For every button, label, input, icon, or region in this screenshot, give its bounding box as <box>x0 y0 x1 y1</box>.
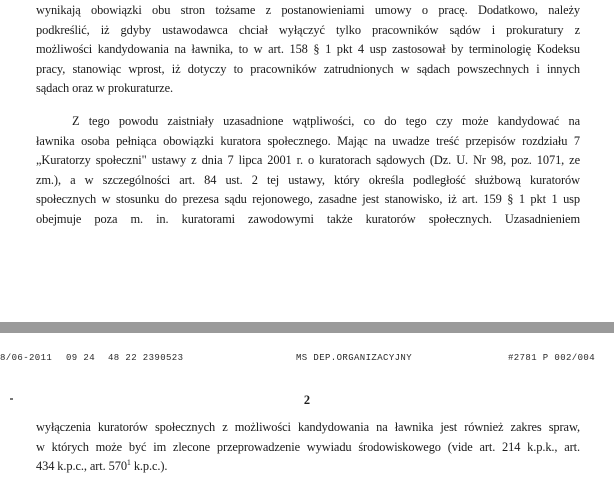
page-break-band <box>0 322 614 333</box>
text-line: pracy, stanowiąc wprost, iż dotyczy to pracowników zatrudnionych w sądach powszechnych i innych <box>36 61 580 76</box>
text-line: ławnika osoba pełniąca obowiązki kuratora społecznego. Mając na uwadze treść przepisów rozdziału 7 <box>36 133 580 148</box>
text-line: „Kuratorzy społeczni" ustawy z dnia 7 lipca 2001 r. o kuratorach sądowych (Dz. U. Nr 98, poz. 1071, ze <box>36 153 580 168</box>
page-number: 2 <box>303 393 311 407</box>
text-fragment: k.p.c.). <box>130 459 168 474</box>
superscript: 1 <box>126 458 131 468</box>
fax-time: 09 24 <box>66 353 96 363</box>
fax-page-info: #2781 P 002/004 <box>508 353 596 363</box>
paragraph-3 <box>36 418 580 477</box>
text-line: Z tego powodu zaistniały uzasadnione wątpliwości, co do tego czy może kandydować na <box>72 114 580 128</box>
fax-header <box>0 353 614 367</box>
text-line: sądach oraz w prokuraturze. <box>36 81 173 96</box>
text-line: zm.), a w szczególności art. 84 ust. 2 tej ustawy, który określa podległość służbową kuratorów <box>36 172 580 187</box>
paragraph-1 <box>36 1 580 99</box>
text-line: wynikają obowiązki obu stron tożsame z postanowieniami umowy o pracę. Dodatkowo, należy <box>36 3 580 17</box>
text-line: społecznych w stosunku do prezesa sądu rejonowego, zasadne jest stanowisko, iż art. 159 § 1 pkt 1 usp <box>36 192 580 207</box>
text-line: możliwości kandydowania na ławnika, to w art. 158 § 1 pkt 4 usp zastosował by terminologię Kodeksu <box>36 42 580 57</box>
text-line: podkreślić, iż gdyby ustawodawca chciał wyłączyć tylko pracowników sądów i prokuratury z <box>36 22 580 37</box>
text-line <box>36 457 580 477</box>
paragraph-2 <box>36 112 580 230</box>
fax-department: MS DEP.ORGANIZACYJNY <box>296 353 413 363</box>
text-line: wyłączenia kuratorów społecznych z możliwości kandydowania na ławnika jest również zakres spraw, <box>36 420 580 434</box>
fax-date: 8/06-2011 <box>0 353 53 363</box>
text-line: obejmuje poza m. in. kuratorami zawodowymi także kuratorów społecznych. Uzasadnieniem <box>36 211 580 226</box>
fax-number: 48 22 2390523 <box>108 353 184 363</box>
text-fragment: 434 k.p.c., art. 570 <box>36 459 127 474</box>
text-line: w których może być im zlecone przeprowadzenie wywiadu środowiskowego (vide art. 214 k.p.k., art. <box>36 439 580 454</box>
